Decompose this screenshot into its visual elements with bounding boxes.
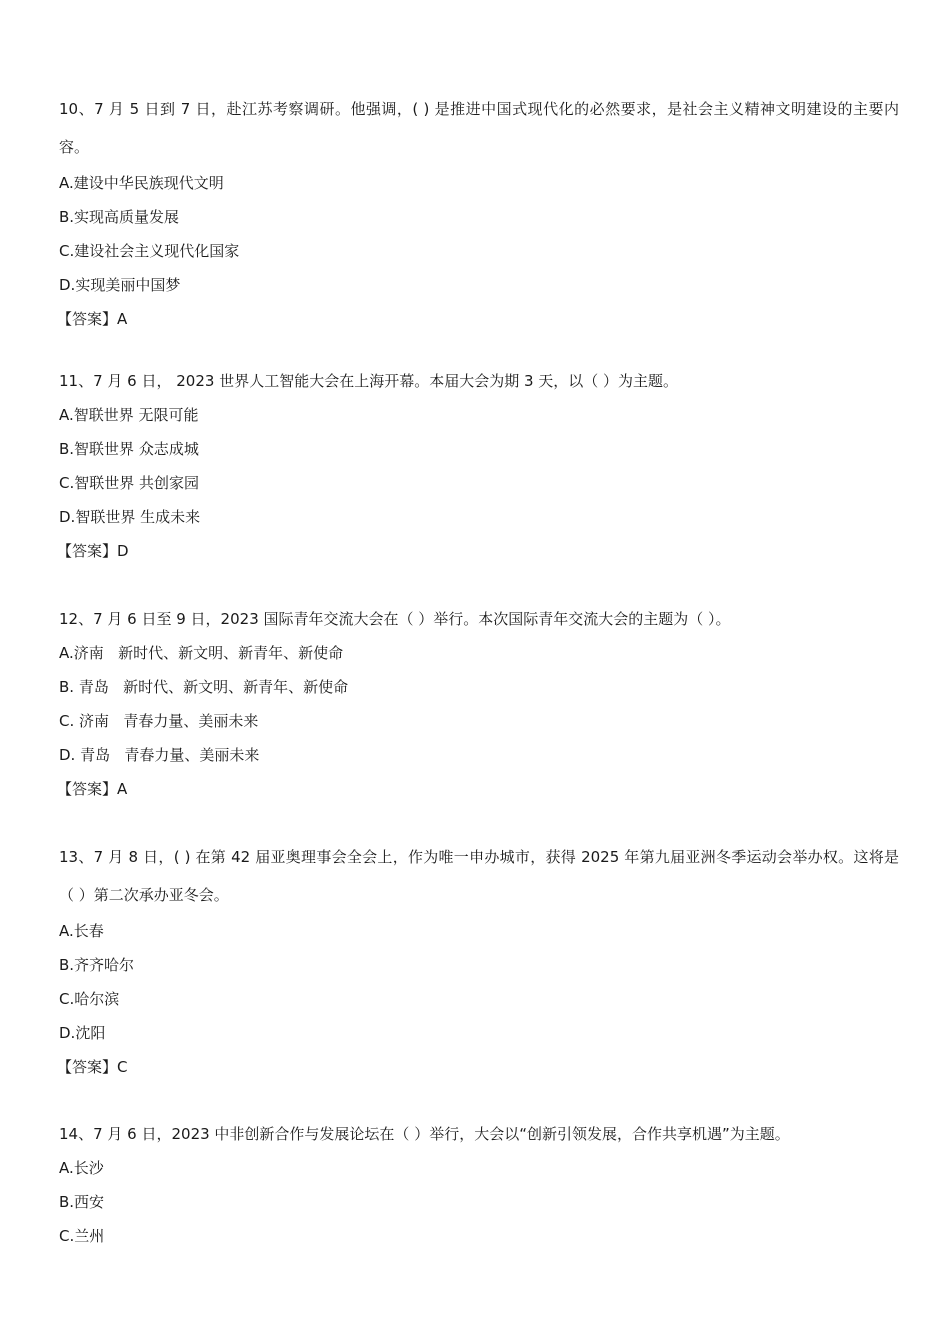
option-b: B.齐齐哈尔: [59, 956, 135, 974]
option-b: B.西安: [59, 1193, 105, 1211]
answer: 【答案】D: [57, 542, 129, 560]
question-text: 11、7 月 6 日， 2023 世界人工智能大会在上海开幕。本届大会为期 3 天，以（ ）为主题。: [59, 372, 679, 390]
option-a: A.智联世界 无限可能: [59, 406, 199, 424]
option-b: B.智联世界 众志成城: [59, 440, 199, 458]
option-c: C.兰州: [59, 1227, 105, 1245]
option-a: A.长沙: [59, 1159, 104, 1177]
option-d: D. 青岛 青春力量、美丽未来: [59, 746, 260, 764]
question-10: [59, 90, 899, 336]
answer: 【答案】A: [57, 780, 128, 798]
option-a: A.济南 新时代、新文明、新青年、新使命: [59, 644, 344, 662]
question-14: [59, 1117, 899, 1253]
question-11: [59, 364, 899, 568]
question-13: [59, 838, 899, 1084]
question-12: [59, 602, 899, 806]
option-b: B. 青岛 新时代、新文明、新青年、新使命: [59, 678, 349, 696]
option-c: C.建设社会主义现代化国家: [59, 242, 240, 260]
option-c: C.智联世界 共创家园: [59, 474, 200, 492]
option-b: B.实现高质量发展: [59, 208, 180, 226]
question-text: 13、7 月 8 日，( ) 在第 42 届亚奥理事会全会上，作为唯一申办城市，获得 2025 年第九届亚洲冬季运动会举办权。这将是（ ）第二次承办亚冬会。: [59, 848, 899, 904]
question-text: 14、7 月 6 日，2023 中非创新合作与发展论坛在（ ）举行，大会以“创新引领发展，合作共享机遇”为主题。: [59, 1125, 790, 1143]
option-c: C. 济南 青春力量、美丽未来: [59, 712, 259, 730]
option-d: D.实现美丽中国梦: [59, 276, 181, 294]
option-a: A.建设中华民族现代文明: [59, 174, 224, 192]
option-d: D.智联世界 生成未来: [59, 508, 201, 526]
answer: 【答案】C: [57, 1058, 128, 1076]
question-text: 12、7 月 6 日至 9 日，2023 国际青年交流大会在（ ）举行。本次国际青年交流大会的主题为（ ）。: [59, 610, 731, 628]
question-text: 10、7 月 5 日到 7 日，赴江苏考察调研。他强调，( ) 是推进中国式现代化的必然要求，是社会主义精神文明建设的主要内容。: [59, 100, 899, 156]
option-d: D.沈阳: [59, 1024, 106, 1042]
answer: 【答案】A: [57, 310, 128, 328]
option-a: A.长春: [59, 922, 104, 940]
option-c: C.哈尔滨: [59, 990, 120, 1008]
